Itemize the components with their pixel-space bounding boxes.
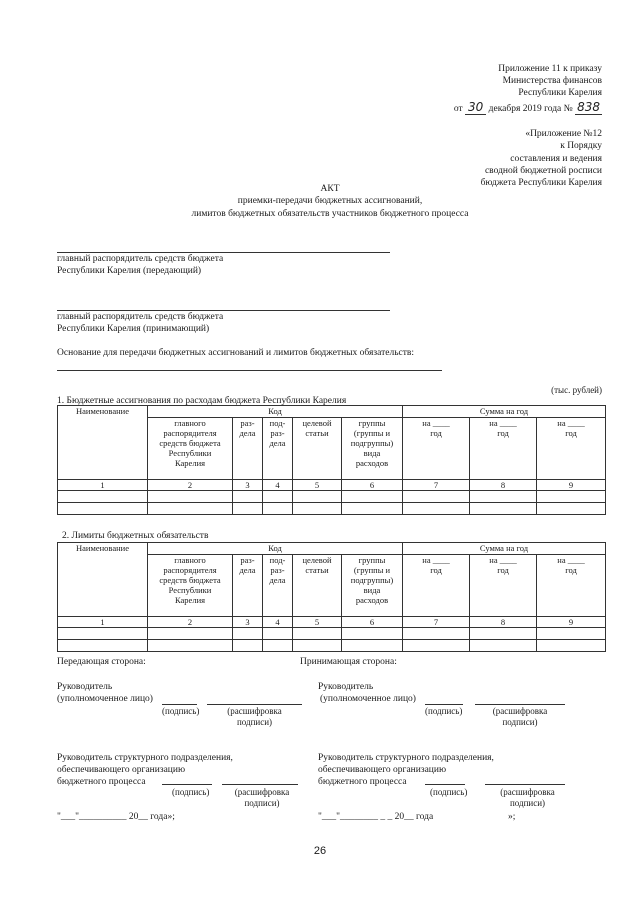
order-annex-header — [382, 64, 602, 116]
col-num: 3 — [233, 480, 263, 491]
header-sum: Сумма на год — [403, 406, 606, 418]
procedure-line-3: составления и ведения — [510, 153, 602, 164]
col-num: 2 — [148, 480, 233, 491]
receiver-line-1: главный распорядитель средств бюджета — [57, 312, 224, 322]
header-section: раз- дела — [233, 418, 263, 480]
header-subsection: под- раз- дела — [263, 418, 293, 480]
col-num: 9 — [537, 480, 606, 491]
basis-fill-line — [57, 370, 442, 371]
section-2-title: 2. Лимиты бюджетных обязательств — [62, 531, 209, 541]
col-num: 4 — [263, 480, 293, 491]
annex-line-2: Министерства финансов — [502, 75, 602, 86]
receiver-side-label: Принимающая сторона: — [300, 657, 397, 667]
header-main-manager: главного распорядителя средств бюджета Республики Карелия — [148, 555, 233, 617]
header-year-1: на ____ год — [403, 418, 470, 480]
date-prefix: от — [453, 103, 463, 114]
col-num: 6 — [342, 480, 403, 491]
procedure-annex-block — [382, 128, 602, 190]
col-num: 2 — [148, 617, 233, 628]
sender-label — [57, 253, 223, 278]
header-code: Код — [148, 406, 403, 418]
annex-line-1: Приложение 11 к приказу — [498, 64, 602, 74]
left-signature-caption: (подпись) — [162, 706, 200, 716]
right-struct-decode-line — [485, 784, 565, 785]
right-signature-caption: (подпись) — [425, 706, 463, 716]
header-expense-groups: группы (группы и подгруппы) вида расходов — [342, 555, 403, 617]
left-authorized-label: (уполномоченное лицо) — [57, 694, 153, 704]
col-num: 7 — [403, 617, 470, 628]
limits-table — [57, 542, 606, 652]
col-num: 5 — [293, 480, 342, 491]
col-num: 7 — [403, 480, 470, 491]
col-num: 3 — [233, 617, 263, 628]
table-row — [58, 628, 606, 640]
header-main-manager: главного распорядителя средств бюджета Республики Карелия — [148, 418, 233, 480]
left-struct-decode-caption: (расшифровка подписи) — [234, 787, 290, 808]
order-date-line — [382, 100, 602, 116]
header-year-3: на ____ год — [537, 555, 606, 617]
right-date-closing: »; — [508, 812, 516, 822]
col-num: 4 — [263, 617, 293, 628]
right-struct-decode-caption: (расшифровка подписи) — [500, 787, 555, 808]
right-date-line: "___"________ _ _ 20__ года — [318, 812, 434, 822]
order-number-handwritten: 838 — [577, 99, 600, 114]
procedure-line-4: сводной бюджетной росписи — [484, 166, 602, 177]
right-authorized-label: (уполномоченное лицо) — [320, 694, 416, 704]
header-expense-groups: группы (группы и подгруппы) вида расходов — [342, 418, 403, 480]
left-head-label: Руководитель — [57, 682, 113, 692]
header-subsection: под- раз- дела — [263, 555, 293, 617]
receiver-line-2: Республики Карелия (принимающий) — [57, 324, 210, 335]
appropriations-table — [57, 405, 606, 515]
header-target-item: целевой статьи — [293, 555, 342, 617]
left-struct-decode-line — [222, 784, 298, 785]
right-struct-signature-caption: (подпись) — [430, 787, 468, 797]
right-head-label: Руководитель — [318, 682, 374, 692]
sender-side-label: Передающая сторона: — [57, 657, 146, 667]
col-num: 9 — [537, 617, 606, 628]
right-struct-signature-line — [425, 784, 465, 785]
table-row — [58, 503, 606, 515]
left-signature-line — [162, 704, 197, 705]
left-struct-signature-line — [162, 784, 212, 785]
column-numbers-row — [58, 617, 606, 628]
col-num: 1 — [58, 480, 148, 491]
header-year-1: на ____ год — [403, 555, 470, 617]
section-1-title: 1. Бюджетные ассигнования по расходам бюджета Республики Карелия — [57, 396, 347, 406]
right-decode-caption: (расшифровка подписи) — [492, 706, 548, 727]
col-num: 1 — [58, 617, 148, 628]
right-signature-line — [425, 704, 463, 705]
procedure-line-1: «Приложение №12 — [525, 129, 602, 139]
sender-line-1: главный распорядитель средств бюджета — [57, 254, 224, 264]
col-num: 5 — [293, 617, 342, 628]
header-name: Наименование — [58, 406, 148, 480]
col-num: 8 — [470, 480, 537, 491]
right-decode-line — [475, 704, 565, 705]
units-label: (тыс. рублей) — [551, 385, 602, 395]
left-structural-head-label: Руководитель структурного подразделения, обеспечивающего организацию бюджетного процесса — [57, 753, 233, 787]
title-line-3: лимитов бюджетных обязательств участников бюджетного процесса — [191, 208, 469, 219]
date-rest: декабря 2019 года № — [488, 103, 573, 114]
right-structural-head-label: Руководитель структурного подразделения, обеспечивающего организацию бюджетного процесса — [318, 753, 494, 787]
procedure-line-2: к Порядку — [560, 141, 602, 152]
title-act: АКТ — [320, 184, 340, 194]
left-struct-signature-caption: (подпись) — [172, 787, 210, 797]
header-year-2: на ____ год — [470, 555, 537, 617]
receiver-label — [57, 311, 223, 336]
left-decode-line — [207, 704, 302, 705]
header-code: Код — [148, 543, 403, 555]
basis-label: Основание для передачи бюджетных ассигнований и лимитов бюджетных обязательств: — [57, 348, 415, 358]
left-date-line: "___"__________ 20__ года»; — [57, 812, 175, 822]
left-decode-caption: (расшифровка подписи) — [227, 706, 282, 727]
document-title — [140, 183, 520, 220]
table-row — [58, 640, 606, 652]
sender-line-2: Республики Карелия (передающий) — [57, 266, 202, 277]
date-day-handwritten: 30 — [465, 100, 486, 115]
col-num: 8 — [470, 617, 537, 628]
header-section: раз- дела — [233, 555, 263, 617]
header-target-item: целевой статьи — [293, 418, 342, 480]
page-number: 26 — [313, 845, 327, 857]
header-sum: Сумма на год — [403, 543, 606, 555]
header-year-3: на ____ год — [537, 418, 606, 480]
title-line-2: приемки-передачи бюджетных ассигнований, — [237, 196, 423, 207]
column-numbers-row — [58, 480, 606, 491]
table-row — [58, 491, 606, 503]
procedure-line-5: бюджета Республики Карелия — [480, 178, 602, 189]
header-name: Наименование — [58, 543, 148, 617]
annex-line-3: Республики Карелия — [518, 87, 602, 98]
header-year-2: на ____ год — [470, 418, 537, 480]
col-num: 6 — [342, 617, 403, 628]
